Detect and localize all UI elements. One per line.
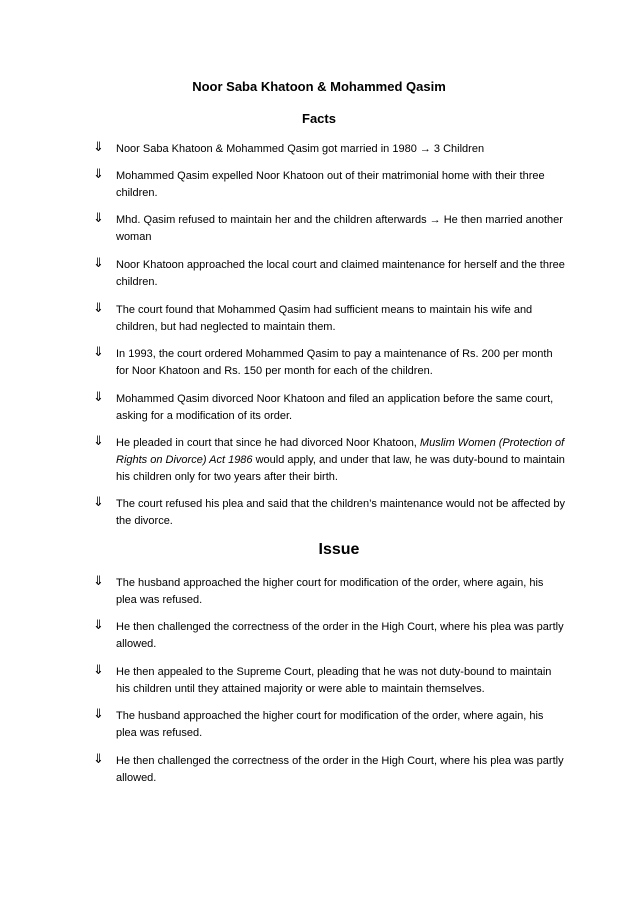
- down-arrow-icon: ⇓: [93, 495, 104, 510]
- fact-text: Mohammed Qasim expelled Noor Khatoon out of their matrimonial home with their three children.: [116, 170, 545, 199]
- act-title: Muslim Women (Protection of Rights on Divorce) Act 1986: [116, 437, 565, 466]
- issue-text: He then challenged the correctness of the order in the High Court, where his plea was partly allowed.: [116, 621, 564, 650]
- down-arrow-icon: ⇓: [93, 167, 104, 182]
- down-arrow-icon: ⇓: [93, 301, 104, 316]
- issue-text: He then challenged the correctness of the order in the High Court, where his plea was partly allowed.: [116, 755, 564, 784]
- down-arrow-icon: ⇓: [93, 390, 104, 405]
- down-arrow-icon: ⇓: [93, 256, 104, 271]
- down-arrow-icon: ⇓: [93, 663, 104, 678]
- fact-text-after: would apply, and under that law, he was duty-bound to maintain his children only for two years after their birth.: [116, 454, 565, 483]
- issue-heading: Issue: [318, 541, 360, 558]
- facts-heading: Facts: [302, 111, 336, 126]
- issue-text: The husband approached the higher court for modification of the order, where again, his plea was refused.: [116, 577, 544, 606]
- fact-text: Mohammed Qasim divorced Noor Khatoon and filed an application before the same court, asking for a modification of its order.: [116, 393, 554, 422]
- fact-text: The court refused his plea and said that the children’s maintenance would not be affected by the divorce.: [116, 498, 566, 527]
- fact-text-before: He pleaded in court that since he had divorced Noor Khatoon,: [116, 437, 420, 449]
- fact-text: [116, 435, 566, 486]
- fact-text: In 1993, the court ordered Mohammed Qasim to pay a maintenance of Rs. 200 per month for Noor Khatoon and Rs. 150 per month for each of the children.: [116, 348, 553, 377]
- fact-text: Mhd. Qasim refused to maintain her and the children afterwards → He then married another woman: [116, 214, 563, 243]
- issue-text: The husband approached the higher court for modification of the order, where again, his plea was refused.: [116, 710, 544, 739]
- down-arrow-icon: ⇓: [93, 211, 104, 226]
- fact-text: The court found that Mohammed Qasim had sufficient means to maintain his wife and children, but had neglected to maintain them.: [116, 304, 533, 333]
- fact-text: Noor Khatoon approached the local court and claimed maintenance for herself and the three children.: [116, 259, 565, 288]
- down-arrow-icon: ⇓: [93, 707, 104, 722]
- down-arrow-icon: ⇓: [93, 140, 104, 155]
- fact-text: Noor Saba Khatoon & Mohammed Qasim got married in 1980 → 3 Children: [116, 143, 485, 155]
- document-title: Noor Saba Khatoon & Mohammed Qasim: [192, 79, 446, 94]
- issue-text: He then appealed to the Supreme Court, pleading that he was not duty-bound to maintain his children until they attained majority or were able to maintain themselves.: [116, 666, 552, 695]
- down-arrow-icon: ⇓: [93, 574, 104, 589]
- down-arrow-icon: ⇓: [93, 434, 104, 449]
- down-arrow-icon: ⇓: [93, 618, 104, 633]
- down-arrow-icon: ⇓: [93, 752, 104, 767]
- down-arrow-icon: ⇓: [93, 345, 104, 360]
